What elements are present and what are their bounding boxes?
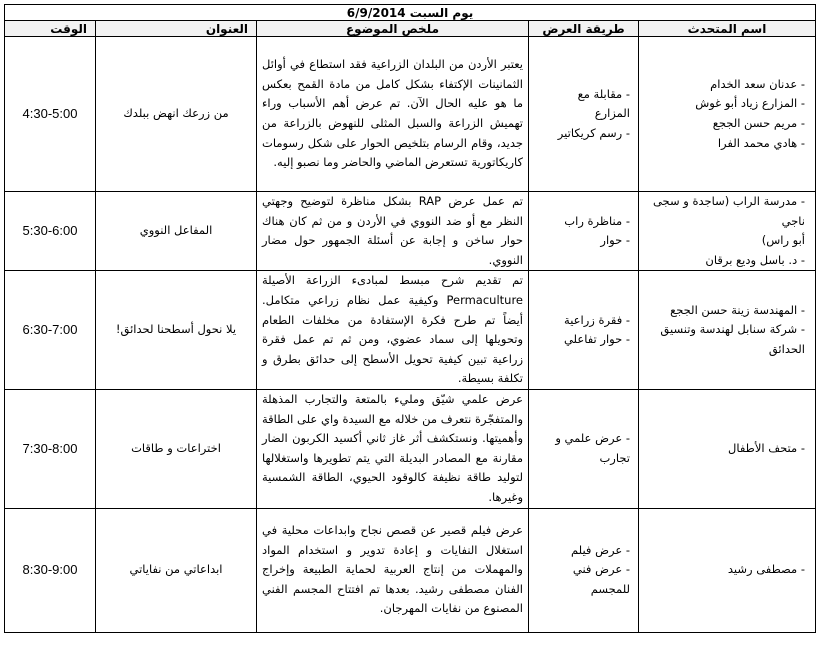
time-cell: 7:30-8:00	[5, 389, 96, 508]
method-cell	[529, 389, 639, 508]
title-cell: اختراعات و طاقات	[96, 389, 257, 508]
header-time: الوقت	[5, 21, 96, 37]
time-cell: 5:30-6:00	[5, 192, 96, 271]
title-cell: من زرعك انهض ببلدك	[96, 37, 257, 192]
method-line: - حوار	[600, 233, 630, 248]
time-cell: 8:30-9:00	[5, 508, 96, 632]
speaker-name: - المزارع زياد أبو غوش	[695, 96, 805, 111]
table-row	[5, 389, 816, 508]
speaker-name: - عدنان سعد الخدام	[710, 76, 805, 91]
schedule-table	[4, 4, 816, 633]
speaker-name: - هادي محمد الفرا	[717, 135, 805, 150]
speaker-cell	[639, 37, 816, 192]
time-cell: 4:30-5:00	[5, 37, 96, 192]
time-cell: 6:30-7:00	[5, 271, 96, 390]
day-row	[5, 5, 816, 21]
speaker-name: - شركة سنابل لهندسة وتنسيق الحدائق	[660, 322, 805, 356]
method-line: - عرض فيلم	[571, 542, 630, 557]
method-line: للمجسم	[590, 581, 630, 596]
speaker-name: - مدرسة الراب (ساجدة و سجى ناجي	[652, 194, 805, 228]
speaker-cell	[639, 389, 816, 508]
title-cell: ابداعاتي من نفاياتي	[96, 508, 257, 632]
method-line: - مناظرة راب	[564, 213, 630, 228]
method-cell	[529, 37, 639, 192]
method-line: - مقابلة مع	[577, 86, 630, 101]
title-cell: يلا نحول أسطحنا لحدائق!	[96, 271, 257, 390]
day-title: يوم السبت 6/9/2014	[5, 5, 816, 21]
summary-cell: تم تقديم شرح مبسط لمبادىء الزراعة الأصيلة Permaculture وكيفية عمل نظام زراعي متكامل. أيضاً تم طرح فكرة الإستفادة من مخلفات الطعام وتحويلها إلى سماد عضوي، ومن ثم تم عمل فقرة زراعية تبين كيفية تحويل الأسطح إلى حدائق بطرق و تكلفة بسيطة.	[257, 271, 529, 390]
header-title: العنوان	[96, 21, 257, 37]
speaker-name: - متحف الأطفال	[727, 440, 805, 455]
header-speaker: اسم المتحدث	[639, 21, 816, 37]
method-line: - رسم كريكاتير	[557, 125, 630, 140]
table-row	[5, 271, 816, 390]
method-line: تجارب	[599, 450, 630, 465]
header-summary: ملخص الموضوع	[257, 21, 529, 37]
speaker-name: - مصطفى رشيد	[727, 562, 805, 577]
header-method: طريقة العرض	[529, 21, 639, 37]
method-cell	[529, 192, 639, 271]
method-line: - عرض فني	[572, 562, 630, 577]
method-line: - فقرة زراعية	[564, 312, 630, 327]
speaker-cell	[639, 271, 816, 390]
summary-cell: يعتبر الأردن من البلدان الزراعية فقد استطاع في أوائل الثمانينات الإكتفاء بشكل كامل من مادة القمح بعكس ما هو عليه الحال الآن. تم عرض أهم الأسباب وراء تهميش الزراعة والسبل المثلى للنهوض بالزراعة من جديد، وقام الرسام بتلخيص الحوار على شكل رسومات كاريكاتورية تستعرض الماضي والحاضر وما نصبو إليه.	[257, 37, 529, 192]
title-cell: المفاعل النووي	[96, 192, 257, 271]
schedule-sheet	[4, 4, 815, 633]
speaker-name: - مريم حسن الججع	[712, 116, 805, 130]
header-row	[5, 21, 816, 37]
table-row	[5, 37, 816, 192]
speaker-name: أبو راس)	[761, 233, 805, 248]
speaker-cell	[639, 508, 816, 632]
speaker-name: - د. باسل وديع برقان	[705, 252, 805, 267]
table-row	[5, 508, 816, 632]
speaker-cell	[639, 192, 816, 271]
table-row	[5, 192, 816, 271]
method-line: المزارع	[594, 106, 630, 121]
method-cell	[529, 271, 639, 390]
speaker-name: - المهندسة زينة حسن الججع	[670, 302, 805, 317]
schedule-rows	[5, 37, 816, 633]
summary-cell: تم عمل عرض RAP بشكل مناظرة لتوضيح وجهتي النظر مع أو ضد النووي في الأردن و من ثم كان هناك حوار ساخن و إجابة عن أسئلة الجمهور حول مضار النووي.	[257, 192, 529, 271]
summary-cell: عرض فيلم قصير عن قصص نجاح وابداعات محلية في استغلال النفايات و إعادة تدوير و استخدام المواد والمهملات من إنتاج العربية لحماية الطبيعة وإخراج الفنان مصطفى رشيد. بعدها تم افتتاح المجسم الفني المصنوع من نفايات المهرجان.	[257, 508, 529, 632]
method-line: - حوار تفاعلي	[563, 332, 630, 347]
method-line: - عرض علمي و	[555, 431, 630, 446]
summary-cell: عرض علمي شيّق ومليء بالمتعة والتجارب المذهلة والمتفجّرة نتعرف من خلاله مع السيدة واي على الطاقة وأهميتها. ونستكشف أثر غاز ثاني أكسيد الكربون الضار مقارنة مع المصادر البديلة التي يتم تطويرها واستغلالها لتوليد طاقة نظيفة كالوقود الحيوي، الطاقة الشمسية وغيرها.	[257, 389, 529, 508]
method-cell	[529, 508, 639, 632]
